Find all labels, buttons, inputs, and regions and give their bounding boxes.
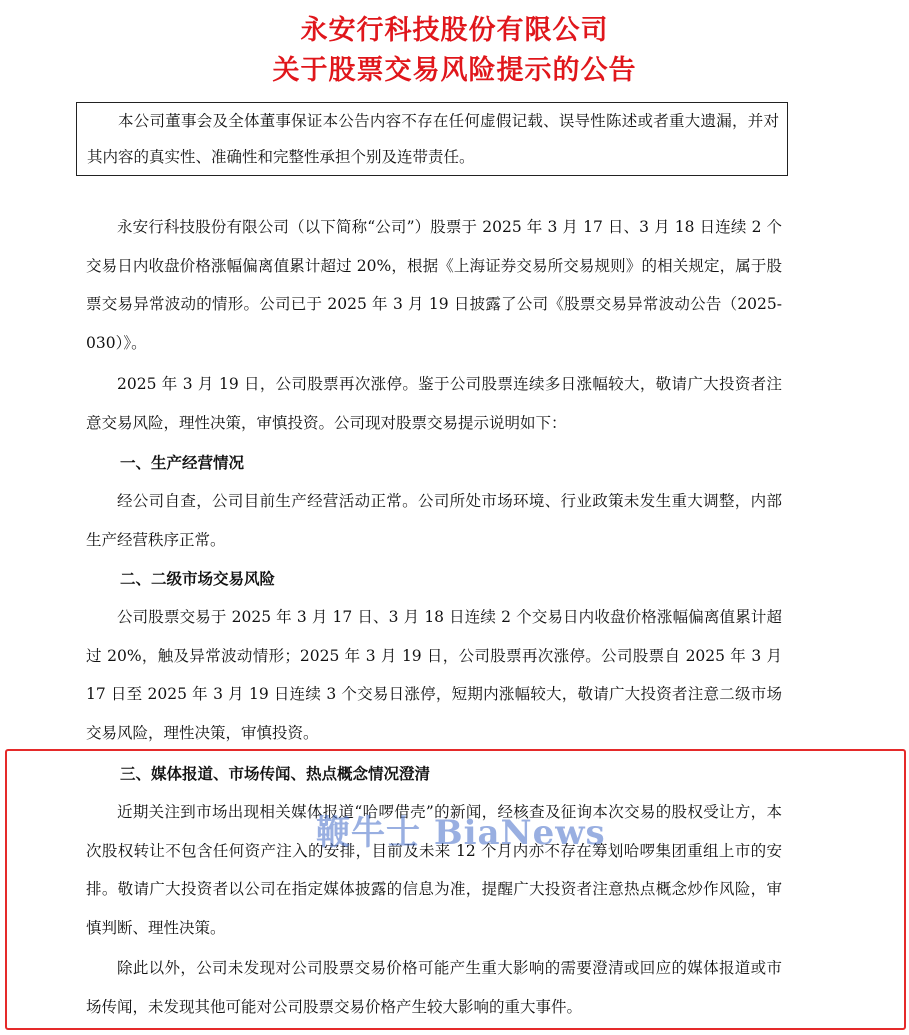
intro-paragraph-2: 2025 年 3 月 19 日，公司股票再次涨停。鉴于公司股票连续多日涨幅较大，敬请广大投资者注意交易风险，理性决策，审慎投资。公司现对股票交易提示说明如下： (86, 375, 782, 432)
section-heading-3: 三、媒体报道、市场传闻、热点概念情况澄清 (120, 765, 431, 783)
section-3-paragraph-1: 近期关注到市场出现相关媒体报道“哈啰借壳”的新闻，经核查及征询本次交易的股权受让方，本次股权转让不包含任何资产注入的安排，目前及未来 12 个月内亦不存在筹划哈啰集团重组上市的安排。敬请广大投资者以公司在指定媒体披露的信息为准，提醒广大投资者注意热点概念炒作风险，审慎判断、理性决策。 (86, 803, 782, 937)
section-3-paragraph-2: 除此以外，公司未发现对公司股票交易价格可能产生重大影响的需要澄清或回应的媒体报道或市场传闻，未发现其他可能对公司股票交易价格产生较大影响的重大事件。 (86, 959, 782, 1016)
notice-text: 本公司董事会及全体董事保证本公告内容不存在任何虚假记载、误导性陈述或者重大遗漏，并对其内容的真实性、准确性和完整性承担个别及连带责任。 (87, 112, 779, 166)
section-heading-1: 一、生产经营情况 (120, 454, 245, 472)
intro-paragraph-1: 永安行科技股份有限公司（以下简称“公司”）股票于 2025 年 3 月 17 日、3 月 18 日连续 2 个交易日内收盘价格涨幅偏离值累计超过 20%，根据《上海证券交易所交易规则》的相关规定，属于股票交易异常波动的情形。公司已于 2025 年 3 月 19 日披露了公司《股票交易异常波动公告（2025-030）》。 (86, 218, 782, 352)
announcement-title: 关于股票交易风险提示的公告 (272, 55, 637, 86)
section-1-paragraph: 经公司自查，公司目前生产经营活动正常。公司所处市场环境、行业政策未发生重大调整，内部生产经营秩序正常。 (86, 492, 782, 549)
watermark: 鞭牛士 BiaNews (316, 813, 606, 853)
company-title: 永安行科技股份有限公司 (300, 15, 609, 46)
section-2-paragraph: 公司股票交易于 2025 年 3 月 17 日、3 月 18 日连续 2 个交易日内收盘价格涨幅偏离值累计超过 20%，触及异常波动情形；2025 年 3 月 19 日，公司股票再次涨停。公司股票自 2025 年 3 月 17 日至 2025 年 3 月 19 日连续 3 个交易日涨停，短期内涨幅较大，敬请广大投资者注意二级市场交易风险，理性决策，审慎投资。 (86, 608, 782, 742)
notice-box (76, 102, 788, 176)
section-heading-2: 二、二级市场交易风险 (120, 570, 276, 588)
